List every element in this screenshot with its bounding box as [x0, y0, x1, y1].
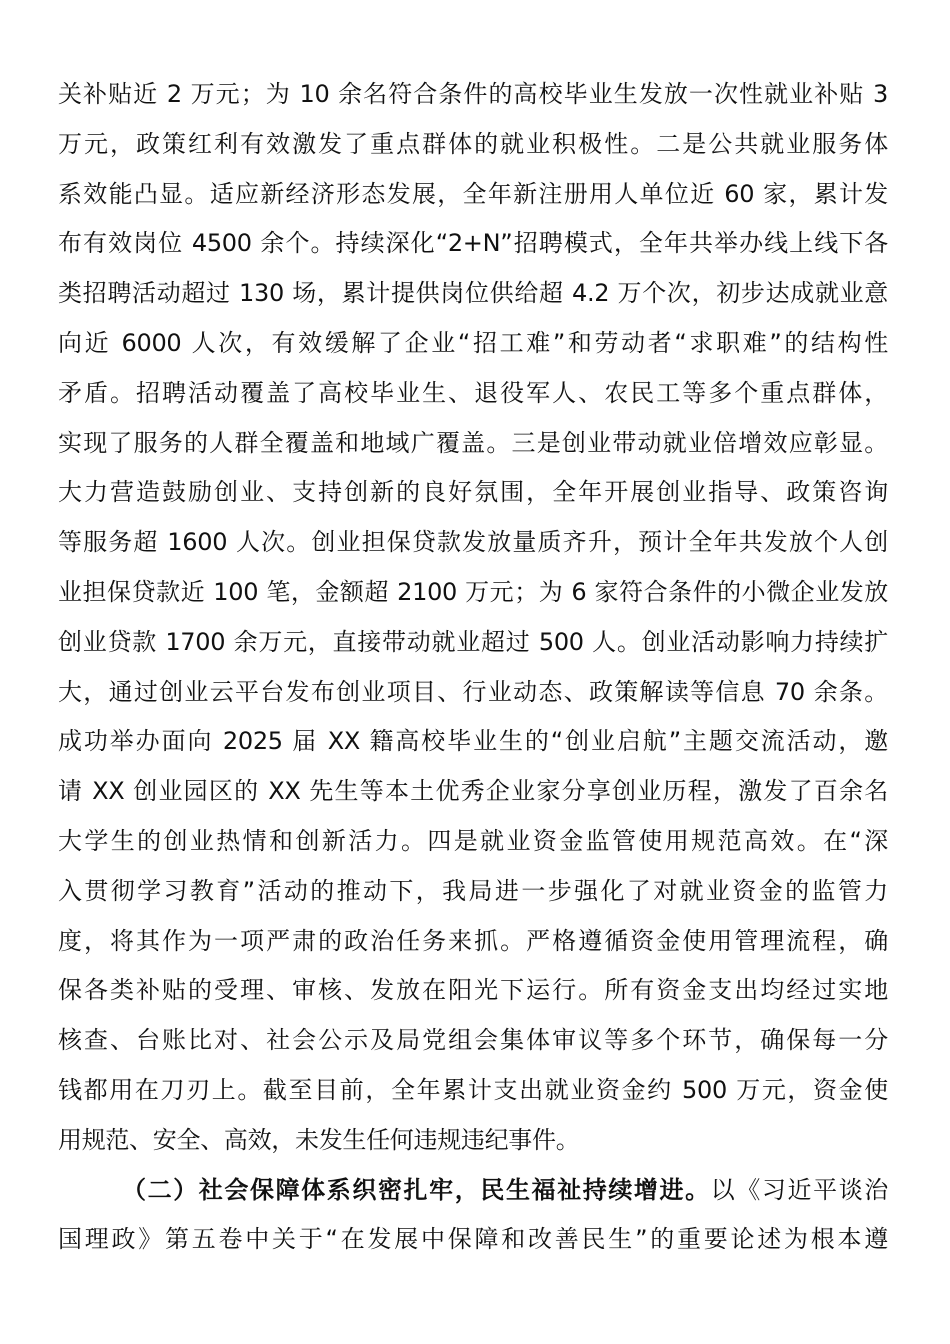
body-text-line: 业担保贷款近 100 笔，金额超 2100 万元；为 6 家符合条件的小微企业发放: [58, 577, 888, 606]
body-text-line: 系效能凸显。适应新经济形态发展，全年新注册用人单位近 60 家，累计发: [58, 179, 888, 208]
body-text: 以《习近平谈治: [710, 1175, 888, 1204]
body-text-line: 核查、台账比对、社会公示及局党组会集体审议等多个环节，确保每一分: [58, 1026, 888, 1055]
body-text-line: 关补贴近 2 万元；为 10 余名符合条件的高校毕业生发放一次性就业补贴 3: [58, 80, 888, 108]
body-text-line: 布有效岗位 4500 余个。持续深化“2+N”招聘模式，全年共举办线上线下各: [58, 229, 888, 258]
body-text-line: 大，通过创业云平台发布创业项目、行业动态、政策解读等信息 70 余条。: [58, 677, 888, 706]
section-heading-line: [58, 1166, 888, 1216]
body-text-line: 度，将其作为一项严肃的政治任务来抓。严格遵循资金使用管理流程，确: [58, 926, 888, 955]
section-heading: （二）社会保障体系织密扎牢，民生福祉持续增进。: [122, 1175, 711, 1204]
body-text-line: 国理政》第五卷中关于“在发展中保障和改善民生”的重要论述为根本遵: [58, 1225, 888, 1254]
body-text-line: 钱都用在刀刃上。截至目前，全年累计支出就业资金约 500 万元，资金使: [58, 1075, 888, 1104]
body-text-line: 用规范、安全、高效，未发生任何违规违纪事件。: [58, 1125, 580, 1154]
body-text-line: 等服务超 1600 人次。创业担保贷款发放量质齐升，预计全年共发放个人创: [58, 528, 888, 557]
document-page: [58, 70, 888, 1265]
body-text-line: 矛盾。招聘活动覆盖了高校毕业生、退役军人、农民工等多个重点群体，: [58, 378, 888, 407]
body-text-line: 成功举办面向 2025 届 XX 籍高校毕业生的“创业启航”主题交流活动，邀: [58, 727, 888, 756]
body-text-line: 大学生的创业热情和创新活力。四是就业资金监管使用规范高效。在“深: [58, 826, 888, 855]
body-text-line: 实现了服务的人群全覆盖和地域广覆盖。三是创业带动就业倍增效应彰显。: [58, 428, 888, 457]
body-text-line: 保各类补贴的受理、审核、发放在阳光下运行。所有资金支出均经过实地: [58, 976, 888, 1005]
body-text-line: 请 XX 创业园区的 XX 先生等本土优秀企业家分享创业历程，激发了百余名: [58, 777, 888, 806]
body-text-line: 入贯彻学习教育”活动的推动下，我局进一步强化了对就业资金的监管力: [58, 876, 888, 905]
body-text-line: 大力营造鼓励创业、支持创新的良好氛围，全年开展创业指导、政策咨询: [58, 478, 888, 507]
body-text-line: 创业贷款 1700 余万元，直接带动就业超过 500 人。创业活动影响力持续扩: [58, 627, 888, 656]
body-text-line: 类招聘活动超过 130 场，累计提供岗位供给超 4.2 万个次，初步达成就业意: [58, 279, 888, 308]
body-text-line: 万元，政策红利有效激发了重点群体的就业积极性。二是公共就业服务体: [58, 129, 888, 158]
body-text-line: 向近 6000 人次，有效缓解了企业“招工难”和劳动者“求职难”的结构性: [58, 328, 888, 357]
